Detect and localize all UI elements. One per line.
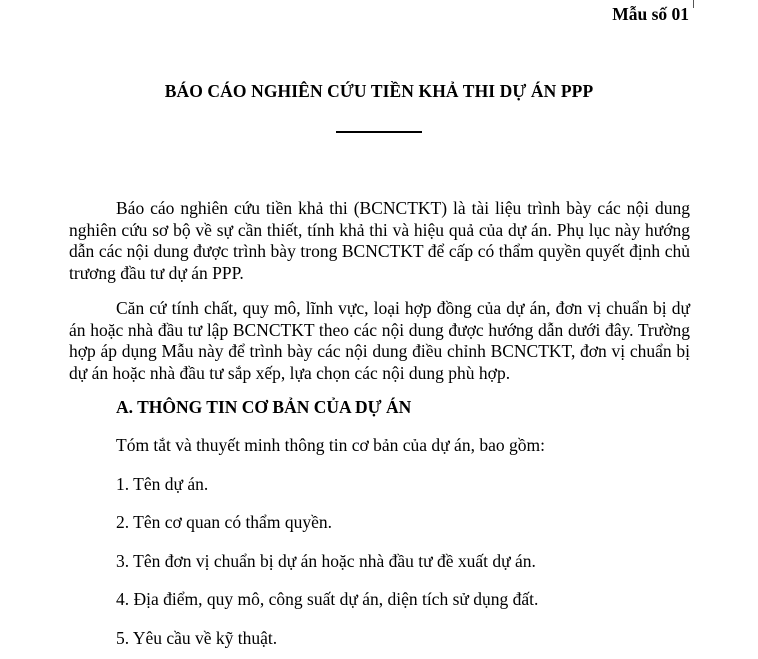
- list-item: 2. Tên cơ quan có thẩm quyền.: [116, 512, 332, 532]
- list-item: 1. Tên dự án.: [116, 474, 209, 494]
- list-item: 3. Tên đơn vị chuẩn bị dự án hoặc nhà đầu tư đề xuất dự án.: [116, 551, 536, 571]
- section-a-intro: Tóm tắt và thuyết minh thông tin cơ bản của dự án, bao gồm:: [116, 435, 545, 455]
- form-number: Mẫu số 01: [612, 4, 689, 24]
- document-title: BÁO CÁO NGHIÊN CỨU TIỀN KHẢ THI DỰ ÁN PPP: [164, 81, 594, 101]
- list-item: 4. Địa điểm, quy mô, công suất dự án, diện tích sử dụng đất.: [116, 589, 539, 609]
- section-a-heading: A. THÔNG TIN CƠ BẢN CỦA DỰ ÁN: [116, 397, 412, 417]
- page-corner-mark: [693, 0, 694, 8]
- title-divider: [336, 131, 422, 133]
- intro-paragraph-2: Căn cứ tính chất, quy mô, lĩnh vực, loại hợp đồng của dự án, đơn vị chuẩn bị dự án hoặc nhà đầu tư lập BCNCTKT theo các nội dung được hướng dẫn dưới đây. Trường hợp áp dụng Mẫu này để trình bày các nội dung điều chỉnh BCNCTKT, đơn vị chuẩn bị dự án hoặc nhà đầu tư sắp xếp, lựa chọn các nội dung phù hợp.: [69, 298, 690, 383]
- intro-paragraph-1: Báo cáo nghiên cứu tiền khả thi (BCNCTKT) là tài liệu trình bày các nội dung nghiên cứu sơ bộ về sự cần thiết, tính khả thi và hiệu quả của dự án. Phụ lục này hướng dẫn các nội dung được trình bày trong BCNCTKT để cấp có thẩm quyền quyết định chủ trương đầu tư dự án PPP.: [69, 198, 690, 283]
- list-item: 5. Yêu cầu về kỹ thuật.: [116, 628, 278, 648]
